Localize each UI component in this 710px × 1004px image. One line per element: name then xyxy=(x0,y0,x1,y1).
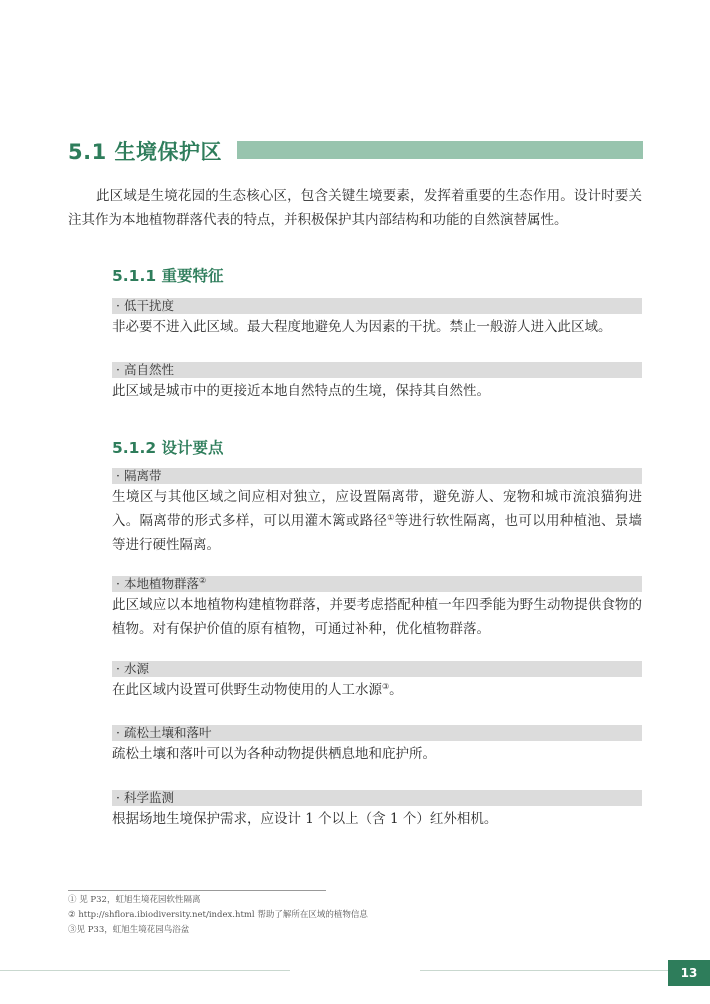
footnote-2: ② http://shflora.ibiodiversity.net/index.html 帮助了解所在区域的植物信息 xyxy=(68,910,368,920)
design-text-water-source-main: 在此区域内设置可供野生动物使用的人工水源 xyxy=(112,682,382,698)
feature-tag-high-naturalness: · 高自然性 xyxy=(112,362,642,378)
footnote-divider xyxy=(68,890,326,891)
design-tag-native-plants-label: · 本地植物群落 xyxy=(116,576,199,591)
design-tag-loose-soil: · 疏松土壤和落叶 xyxy=(112,725,642,741)
section-title-bar xyxy=(237,141,643,159)
feature-text-low-disturbance: 非必要不进入此区域。最大程度地避免人为因素的干扰。禁止一般游人进入此区域。 xyxy=(112,319,612,335)
design-text-water-source-end: 。 xyxy=(389,682,403,698)
footnote-ref-1: ① xyxy=(387,513,395,522)
design-text-water-source xyxy=(112,678,642,702)
footnote-ref-3: ③ xyxy=(382,682,390,691)
page-number: 13 xyxy=(668,960,710,986)
subsection-title-design-points: 5.1.2 设计要点 xyxy=(112,439,224,457)
section-title: 5.1 生境保护区 xyxy=(68,140,223,164)
design-text-loose-soil: 疏松土壤和落叶可以为各种动物提供栖息地和庇护所。 xyxy=(112,746,436,762)
design-tag-buffer-zone: · 隔离带 xyxy=(112,468,642,484)
footer-rule-left xyxy=(0,970,290,971)
section-intro: 此区域是生境花园的生态核心区，包含关键生境要素，发挥着重要的生态作用。设计时要关注其作为本地植物群落代表的特点，并积极保护其内部结构和功能的自然演替属性。 xyxy=(68,188,642,228)
footnote-3: ③见 P33，虹旭生境花园鸟浴盆 xyxy=(68,925,190,935)
subsection-title-features: 5.1.1 重要特征 xyxy=(112,267,224,285)
design-text-buffer-zone-b: 等进行软性隔离，也可以用种植池、景墙等进行硬性隔离。 xyxy=(112,513,643,553)
feature-text-high-naturalness: 此区域是城市中的更接近本地自然特点的生境，保持其自然性。 xyxy=(112,383,490,399)
design-text-monitoring: 根据场地生境保护需求，应设计 1 个以上（含 1 个）红外相机。 xyxy=(112,811,498,827)
feature-tag-low-disturbance: · 低干扰度 xyxy=(112,298,642,314)
footer-rule-right xyxy=(420,970,668,971)
design-text-buffer-zone xyxy=(112,485,642,557)
footnote-ref-2: ② xyxy=(198,576,207,585)
design-text-buffer-zone-a: 生境区与其他区域之间应相对独立，应设置隔离带，避免游人、宠物和城市流浪猫狗进入。隔离带的形式多样，可以用灌木篱或路径 xyxy=(112,489,642,529)
design-tag-native-plants xyxy=(112,576,642,592)
footnote-1: ① 见 P32，虹旭生境花园软性隔离 xyxy=(68,895,201,905)
design-text-native-plants: 此区域应以本地植物构建植物群落，并要考虑搭配种植一年四季能为野生动物提供食物的植物。对有保护价值的原有植物，可通过补种，优化植物群落。 xyxy=(112,597,642,637)
design-tag-monitoring: · 科学监测 xyxy=(112,790,642,806)
design-tag-water-source: · 水源 xyxy=(112,661,642,677)
